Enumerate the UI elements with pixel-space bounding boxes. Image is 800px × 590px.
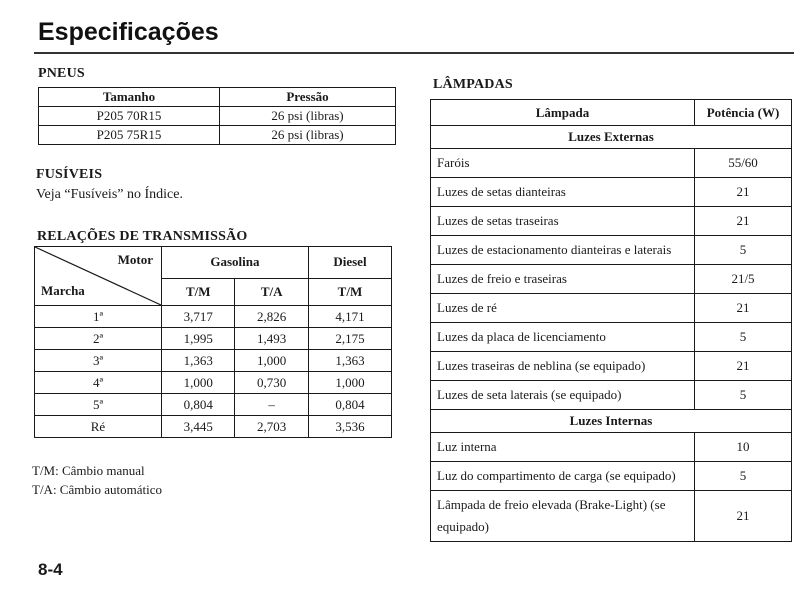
table-row — [431, 323, 792, 352]
table-row — [431, 149, 792, 178]
ratio-cell: – — [235, 394, 308, 416]
note-ta: T/A: Câmbio automático — [32, 482, 162, 497]
ratio-cell: 0,804 — [162, 394, 235, 416]
pneus-heading: PNEUS — [38, 66, 85, 81]
lamp-name: Luzes de seta laterais (se equipado) — [431, 381, 695, 410]
lamp-power: 21 — [695, 207, 792, 236]
table-row — [431, 265, 792, 294]
pneus-cell: P205 75R15 — [39, 126, 220, 145]
ratio-cell: 2,703 — [235, 416, 308, 438]
table-row — [431, 207, 792, 236]
ratio-cell: 2,826 — [235, 306, 308, 328]
lamp-power: 55/60 — [695, 149, 792, 178]
fusiveis-heading: FUSÍVEIS — [36, 167, 103, 182]
transmissao-table — [34, 246, 392, 438]
ratio-cell: 1,363 — [308, 350, 391, 372]
subheader-ta-gasolina: T/A — [235, 278, 308, 305]
pneus-table — [38, 87, 396, 145]
page-number: 8-4 — [38, 560, 63, 579]
gear-label: 4ª — [35, 372, 162, 394]
lamp-name: Luzes de freio e traseiras — [431, 265, 695, 294]
table-row — [431, 294, 792, 323]
table-row — [431, 491, 792, 542]
col-potencia-header: Potência (W) — [695, 100, 792, 126]
ratio-cell: 0,804 — [308, 394, 391, 416]
table-row — [35, 306, 392, 328]
gasolina-header: Gasolina — [162, 247, 309, 279]
ratio-cell: 1,493 — [235, 328, 308, 350]
ratio-cell: 3,717 — [162, 306, 235, 328]
lamp-name: Luzes de ré — [431, 294, 695, 323]
ratio-cell: 1,000 — [308, 372, 391, 394]
lamp-power: 21 — [695, 178, 792, 207]
lamp-name: Luzes traseiras de neblina (se equipado) — [431, 352, 695, 381]
lamp-power: 5 — [695, 236, 792, 265]
col-lampada-header: Lâmpada — [431, 100, 695, 126]
table-row — [35, 416, 392, 438]
pneus-col-pressao: Pressão — [220, 88, 396, 107]
title-rule — [34, 52, 794, 54]
ratio-cell: 0,730 — [235, 372, 308, 394]
corner-motor-label: Motor — [117, 252, 153, 267]
lamp-power: 5 — [695, 381, 792, 410]
page-title: Especificações — [38, 18, 219, 46]
lamp-power: 10 — [695, 433, 792, 462]
lamp-name: Luz do compartimento de carga (se equipado) — [431, 462, 695, 491]
pneus-col-tamanho: Tamanho — [39, 88, 220, 107]
gear-label: Ré — [35, 416, 162, 438]
pneus-cell: 26 psi (libras) — [220, 107, 396, 126]
pneus-cell: P205 70R15 — [39, 107, 220, 126]
ratio-cell: 1,000 — [162, 372, 235, 394]
table-row — [431, 462, 792, 491]
ratio-cell: 3,445 — [162, 416, 235, 438]
ratio-cell: 2,175 — [308, 328, 391, 350]
corner-marcha-label: Marcha — [41, 283, 85, 298]
gear-label: 3ª — [35, 350, 162, 372]
fusiveis-text: Veja “Fusíveis” no Índice. — [36, 187, 183, 202]
table-row — [431, 236, 792, 265]
diesel-header: Diesel — [308, 247, 391, 279]
table-row — [39, 107, 396, 126]
table-row — [431, 433, 792, 462]
table-row — [35, 394, 392, 416]
table-row — [431, 178, 792, 207]
ratio-cell: 1,363 — [162, 350, 235, 372]
table-row — [431, 352, 792, 381]
table-row — [39, 126, 396, 145]
lamp-power: 5 — [695, 462, 792, 491]
ratio-cell: 1,995 — [162, 328, 235, 350]
lamp-power: 5 — [695, 323, 792, 352]
gear-label: 5ª — [35, 394, 162, 416]
externas-subheader: Luzes Externas — [431, 126, 792, 149]
lampadas-table — [430, 99, 792, 542]
table-row — [35, 372, 392, 394]
lamp-name: Lâmpada de freio elevada (Brake-Light) (se equipado) — [431, 491, 695, 542]
lamp-name: Luzes de setas dianteiras — [431, 178, 695, 207]
ratio-cell: 3,536 — [308, 416, 391, 438]
table-row — [431, 381, 792, 410]
lamp-name: Luzes de setas traseiras — [431, 207, 695, 236]
lamp-name: Luz interna — [431, 433, 695, 462]
subheader-tm-gasolina: T/M — [162, 278, 235, 305]
subheader-tm-diesel: T/M — [308, 278, 391, 305]
lamp-power: 21 — [695, 491, 792, 542]
lamp-name: Luzes da placa de licenciamento — [431, 323, 695, 352]
gear-label: 2ª — [35, 328, 162, 350]
ratio-cell: 1,000 — [235, 350, 308, 372]
lampadas-heading: LÂMPADAS — [433, 77, 513, 92]
lamp-power: 21 — [695, 352, 792, 381]
lamp-power: 21 — [695, 294, 792, 323]
internas-subheader: Luzes Internas — [431, 410, 792, 433]
lamp-name: Luzes de estacionamento dianteiras e laterais — [431, 236, 695, 265]
lamp-power: 21/5 — [695, 265, 792, 294]
motor-marcha-corner-cell — [35, 247, 162, 306]
pneus-cell: 26 psi (libras) — [220, 126, 396, 145]
table-row — [35, 328, 392, 350]
table-row — [35, 350, 392, 372]
lamp-name: Faróis — [431, 149, 695, 178]
gear-label: 1ª — [35, 306, 162, 328]
note-tm: T/M: Câmbio manual — [32, 463, 145, 478]
transmissao-heading: RELAÇÕES DE TRANSMISSÃO — [37, 229, 248, 244]
ratio-cell: 4,171 — [308, 306, 391, 328]
